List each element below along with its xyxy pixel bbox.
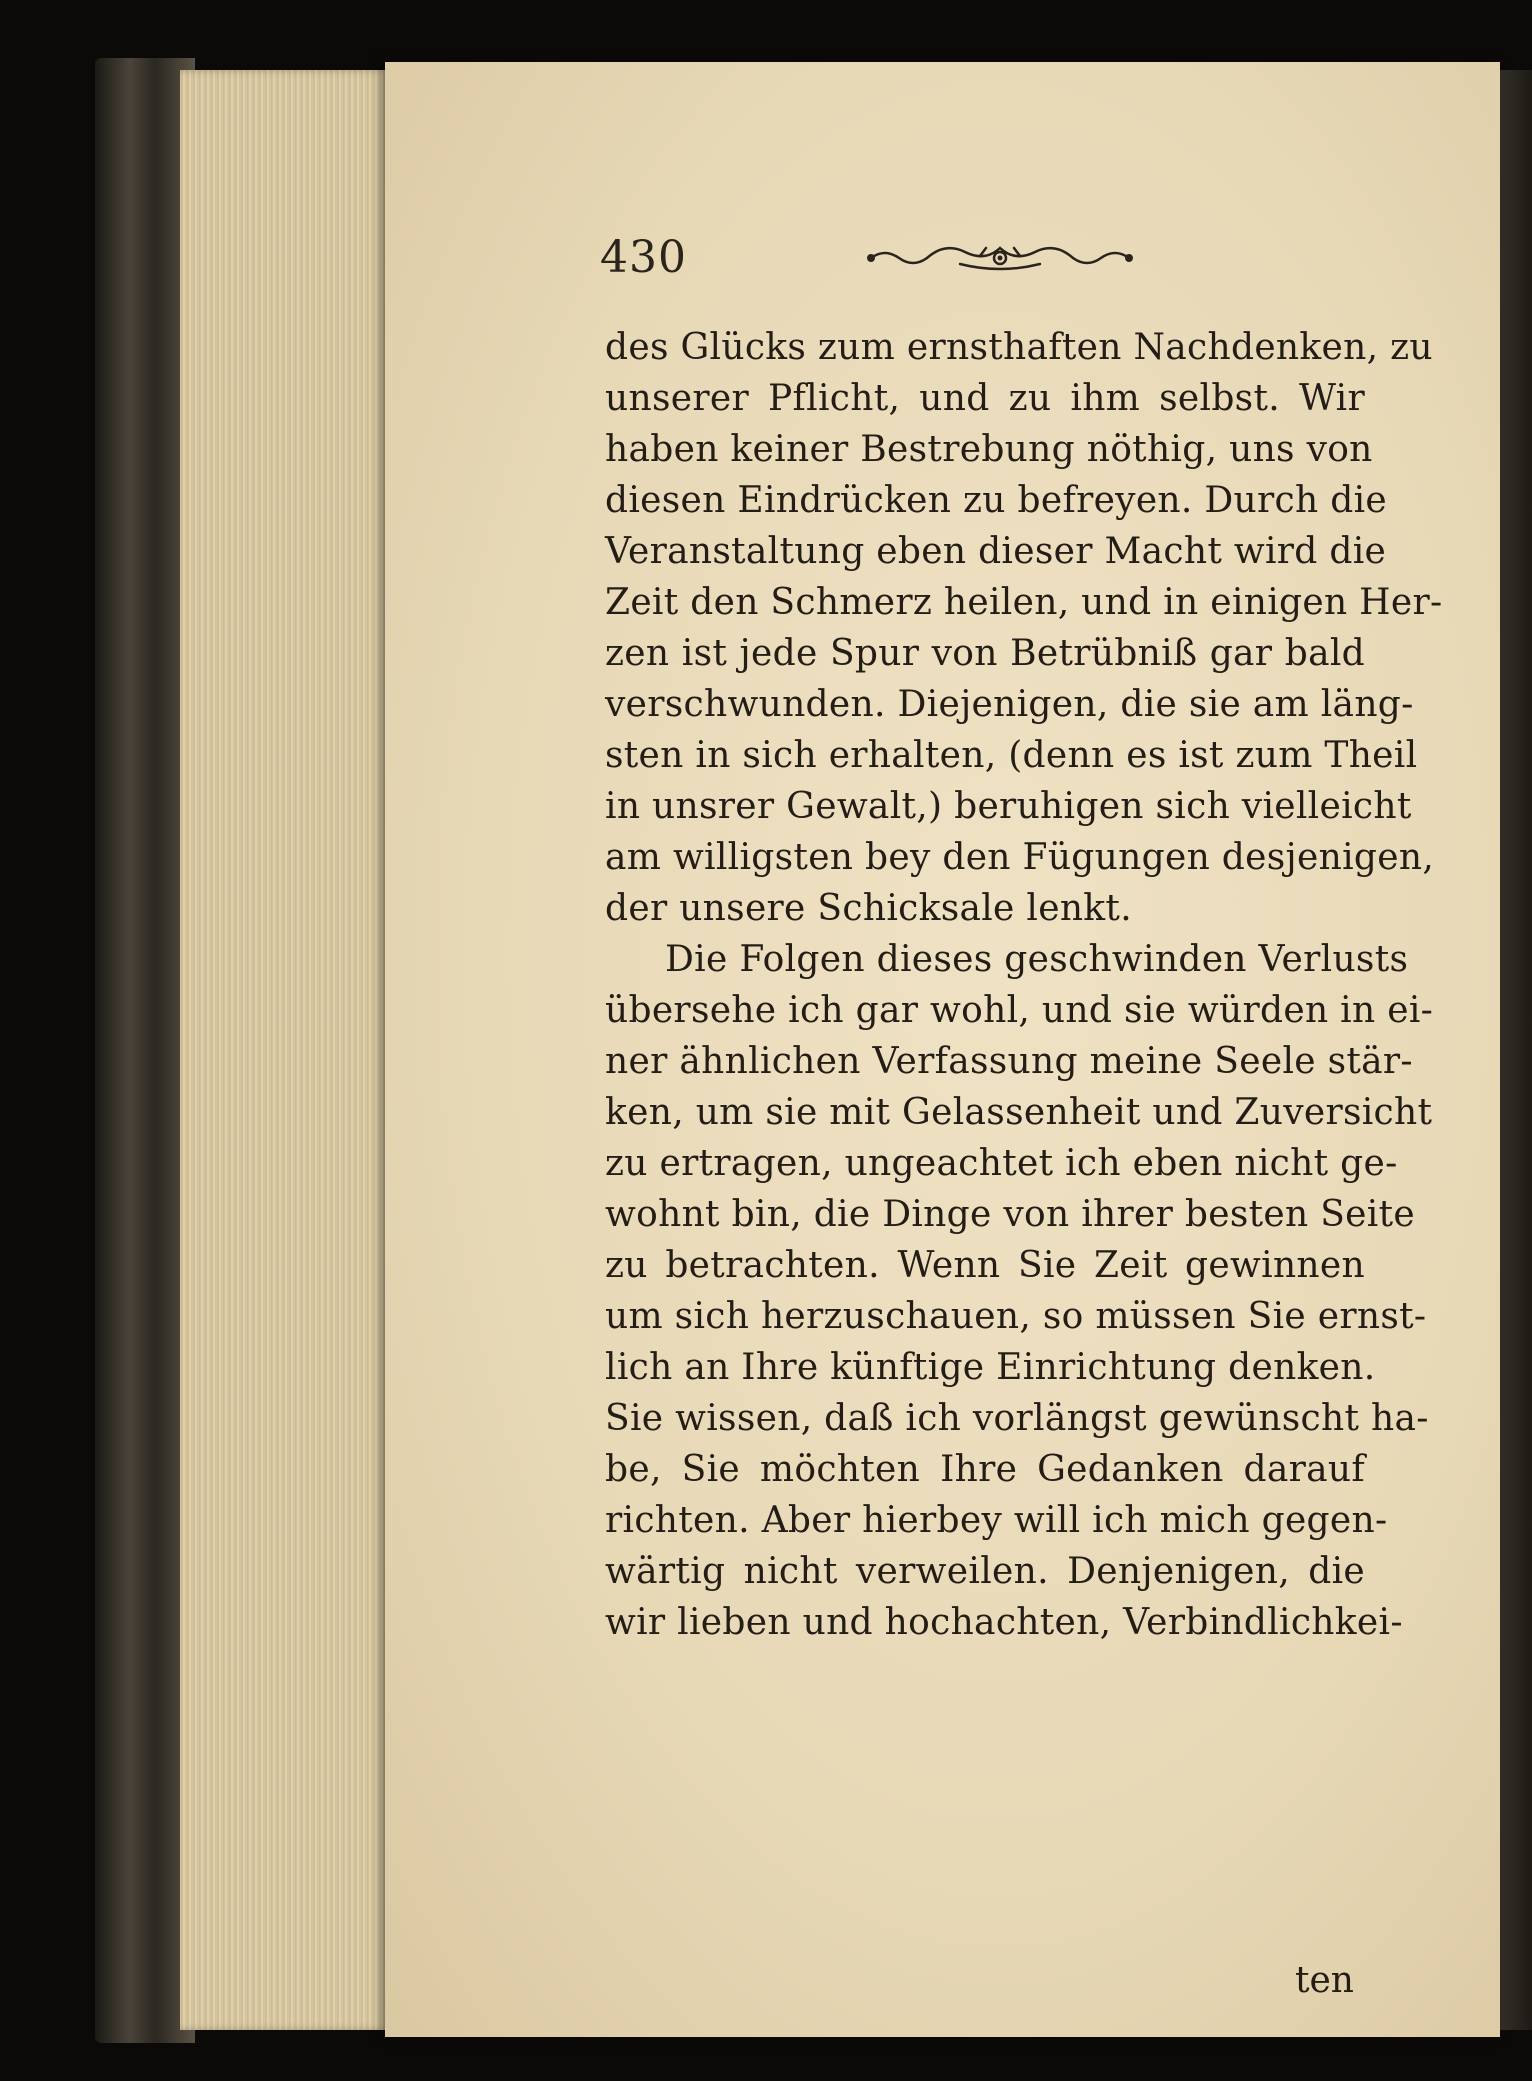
text-line: Veranstaltung eben dieser Macht wird die: [605, 531, 1387, 572]
text-line: wohnt bin, die Dinge von ihrer besten Seite: [605, 1194, 1415, 1235]
text-line: zu betrachten. Wenn Sie Zeit gewinnen: [605, 1245, 1365, 1286]
text-line: am willigsten bey den Fügungen desjenigen,: [605, 837, 1435, 878]
body-text: [605, 322, 1443, 1648]
page-header: [600, 232, 1360, 292]
text-line: lich an Ihre künftige Einrichtung denken.: [605, 1347, 1376, 1388]
printer-ornament-icon: [865, 238, 1135, 278]
text-line: verschwunden. Diejenigen, die sie am läng-: [605, 684, 1414, 725]
text-line: wir lieben und hochachten, Verbindlichkei-: [605, 1602, 1403, 1643]
text-line: Die Folgen dieses geschwinden Verlusts: [665, 939, 1409, 980]
text-line: diesen Eindrücken zu befreyen. Durch die: [605, 480, 1388, 521]
catchword: ten: [1295, 1960, 1354, 2001]
text-line: haben keiner Bestrebung nöthig, uns von: [605, 429, 1373, 470]
text-line: der unsere Schicksale lenkt.: [605, 888, 1132, 929]
text-line: ner ähnlichen Verfassung meine Seele stär-: [605, 1041, 1413, 1082]
text-line: zu ertragen, ungeachtet ich eben nicht ge-: [605, 1143, 1398, 1184]
text-line: ken, um sie mit Gelassenheit und Zuversicht: [605, 1092, 1433, 1133]
page-edges: [180, 70, 390, 2030]
text-line: um sich herzuschauen, so müssen Sie ernst-: [605, 1296, 1427, 1337]
page-number: 430: [600, 232, 687, 283]
text-line: Sie wissen, daß ich vorlängst gewünscht ha-: [605, 1398, 1429, 1439]
text-line: übersehe ich gar wohl, und sie würden in ei-: [605, 990, 1434, 1031]
text-line: unserer Pflicht, und zu ihm selbst. Wir: [605, 378, 1365, 419]
text-line: be, Sie möchten Ihre Gedanken darauf: [605, 1449, 1365, 1490]
text-line: Zeit den Schmerz heilen, und in einigen Her-: [605, 582, 1443, 623]
text-line: in unsrer Gewalt,) beruhigen sich vielleicht: [605, 786, 1412, 827]
text-line: richten. Aber hierbey will ich mich gegen-: [605, 1500, 1388, 1541]
text-line: des Glücks zum ernsthaften Nachdenken, zu: [605, 327, 1433, 368]
text-line: zen ist jede Spur von Betrübniß gar bald: [605, 633, 1365, 674]
text-line: sten in sich erhalten, (denn es ist zum Theil: [605, 735, 1418, 776]
text-line: wärtig nicht verweilen. Denjenigen, die: [605, 1551, 1365, 1592]
